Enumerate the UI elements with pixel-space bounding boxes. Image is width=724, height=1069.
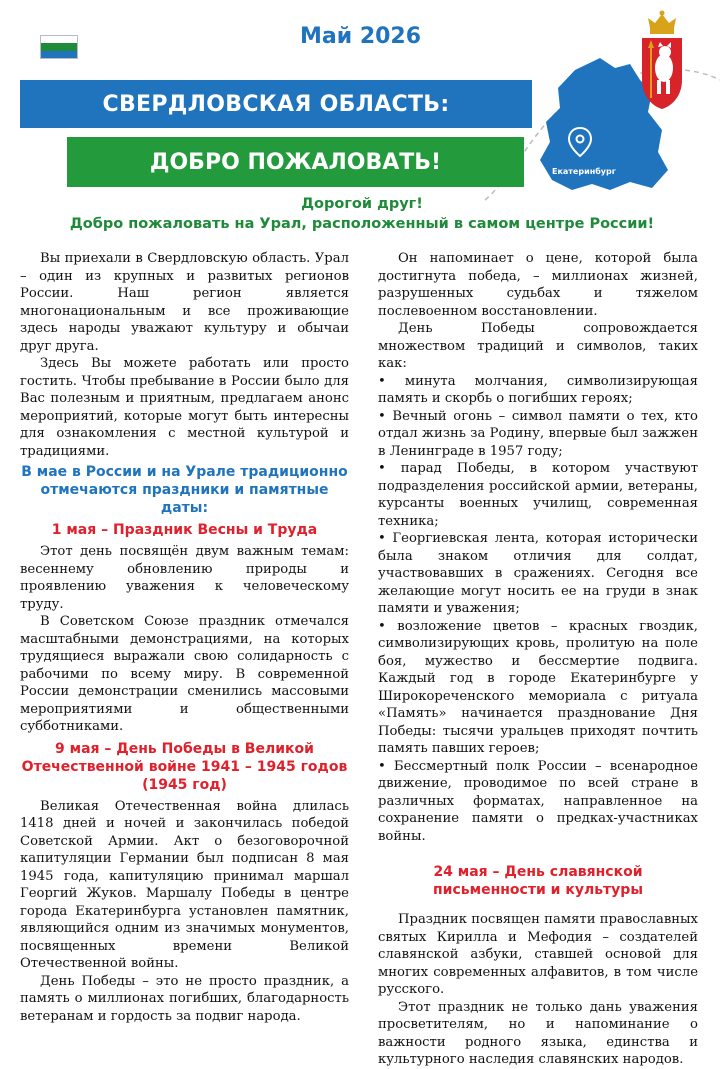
paragraph: День Победы сопровождается множеством традиций и символов, таких как: (378, 321, 698, 371)
section-heading-intro: В мае в России и на Урале традиционно отмечаются праздники и памятные даты: (21, 464, 348, 516)
banner-region-title: СВЕРДЛОВСКАЯ ОБЛАСТЬ: (20, 80, 532, 128)
greeting-subtitle: Добро пожаловать на Урал, расположенный в самом центре России! (69, 216, 655, 232)
paragraph: Этот праздник не только дань уважения просветителям, но и напоминание о важности родного языка, единства и культурного наследия славянских народов. (378, 999, 698, 1067)
sverdlovsk-flag-icon (40, 35, 78, 59)
list-item: • Георгиевская лента, которая исторически была знаком отличия для солдат, участвовавших в сражениях. Сегодня все желающие могут носить ее на груди в знак памяти и уважения; (378, 531, 698, 616)
left-column (20, 250, 349, 1025)
paragraph: Здесь Вы можете работать или просто гостить. Чтобы пребывание в России было для Вас полезным и приятным, предлагаем анонс мероприятий, которые могут быть интересны для ознакомления с местной культурой и традициями. (20, 356, 349, 459)
paragraph: Праздник посвящен памяти православных святых Кирилла и Мефодия – создателей славянской азбуки, ставшей основой для многих современных алфавитов, в том числе русского. (378, 912, 698, 997)
map-city-label: Екатеринбург (552, 167, 616, 176)
right-column (378, 250, 698, 1069)
paragraph: Вы приехали в Свердловскую область. Урал – один из крупных и развитых регионов России. Наш регион является многонациональным и все проживающие здесь народы уважают культуру и обычаи друг друга. (20, 251, 349, 354)
list-item: • Вечный огонь – символ памяти о тех, кто отдал жизнь за Родину, впервые был зажжен в Ленинграде в 1957 году; (378, 408, 698, 459)
issue-month: Май 2026 (300, 24, 422, 49)
section-heading-may1: 1 мая – Праздник Весны и Труда (51, 522, 318, 538)
list-item: • Бессмертный полк России – всенародное движение, проводимое по всей стране в различных форматах, направленное на сохранение памяти о предках-участниках войны. (378, 758, 698, 844)
paragraph: Он напоминает о цене, которой была достигнута победа, – миллионах жизней, разрушенных судьбах и тяжелом послевоенном восстановлении. (378, 251, 698, 319)
paragraph: День Победы – это не просто праздник, а память о миллионах погибших, благодарность ветеранам и гордость за подвиг народа. (20, 973, 349, 1024)
greeting-title: Дорогой друг! (301, 196, 423, 212)
section-heading-may9: 9 мая – День Победы в Великой Отечественной войне 1941 – 1945 годов (1945 год) (21, 740, 348, 793)
coat-of-arms-icon (638, 10, 686, 110)
list-item: • парад Победы, в котором участвуют подразделения российской армии, ветераны, курсанты военных училищ, современная техника; (378, 461, 698, 529)
list-item: • минута молчания, символизирующая память и скорбь о погибших героях; (378, 373, 698, 406)
section-heading-may24: 24 мая – День славянской письменности и культуры (433, 864, 643, 898)
banner-welcome: ДОБРО ПОЖАЛОВАТЬ! (67, 137, 524, 187)
paragraph: В Советском Союзе праздник отмечался масштабными демонстрациями, на которых трудящиеся выражали свою солидарность с рабочими по всему миру. В современной России демонстрации сменились массовыми мероприятиями и общественными субботниками. (20, 614, 349, 734)
paragraph: Этот день посвящён двум важным темам: весеннему обновлению природы и проявлению уважения к человеческому труду. (20, 544, 349, 612)
paragraph: Великая Отечественная война длилась 1418 дней и ночей и закончилась победой Советской Армии. Акт о безоговорочной капитуляции Германии был подписан 8 мая 1945 года, капитуляцию принимал маршал Георгий Жуков. Маршалу Победы в центре города Екатеринбурга установлен памятник, являющийся одним из значимых монументов, посвященных времени Великой Отечественной войны. (20, 798, 349, 971)
list-item: • возложение цветов – красных гвоздик, символизирующих кровь, пролитую на поле боя, мужество и бессмертие подвига. Каждый год в городе Екатеринбурге у Широкореченского мемориала с ритуала «Память» начинается празднование Дня Победы: тысячи уральцев приходят почтить память павших героев; (378, 618, 698, 756)
